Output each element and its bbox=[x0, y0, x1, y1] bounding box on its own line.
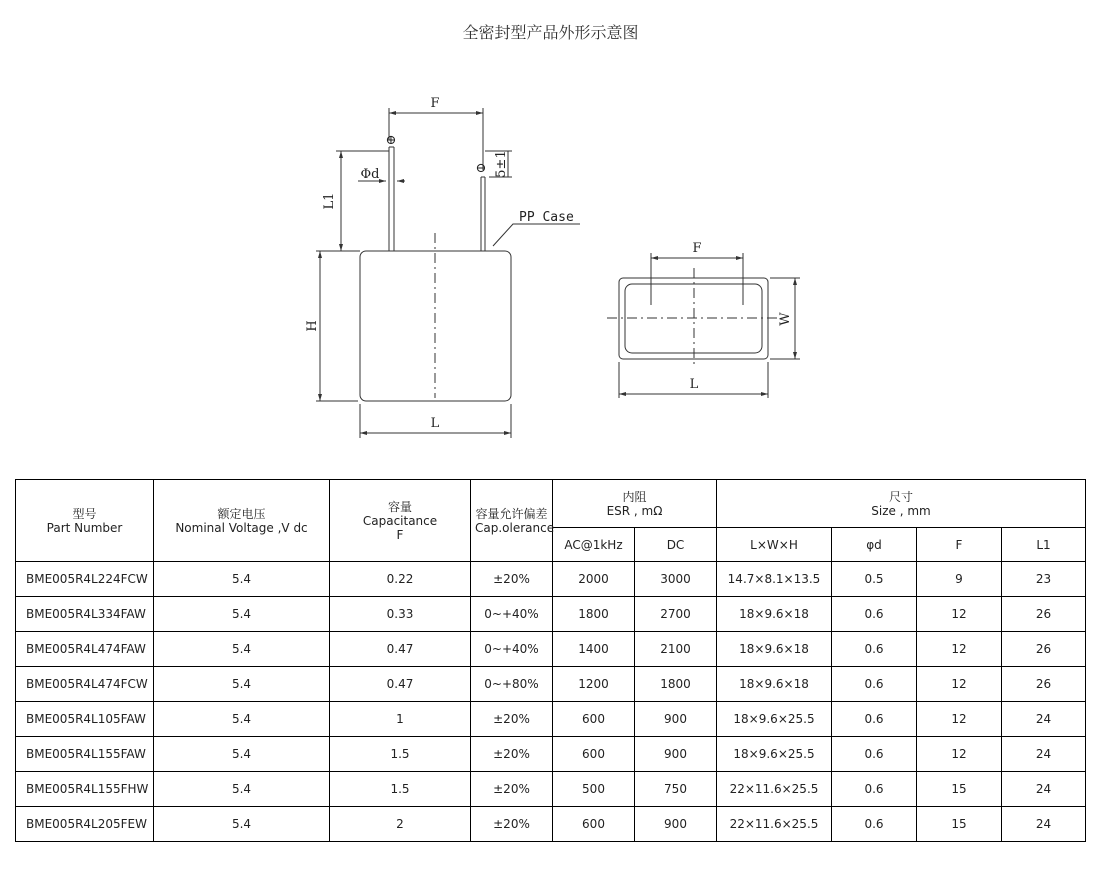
cell-f: 12 bbox=[917, 632, 1002, 667]
cell-part-number: BME005R4L474FAW bbox=[16, 632, 154, 667]
cell-l1: 23 bbox=[1002, 562, 1086, 597]
page-title: 全密封型产品外形示意图 bbox=[462, 23, 639, 42]
cell-tolerance: ±20% bbox=[471, 737, 553, 772]
dim-w-label: W bbox=[778, 312, 793, 326]
cell-capacitance: 2 bbox=[330, 807, 471, 842]
cell-capacitance: 0.47 bbox=[330, 632, 471, 667]
cell-part-number: BME005R4L205FEW bbox=[16, 807, 154, 842]
cell-f: 12 bbox=[917, 667, 1002, 702]
cell-part-number: BME005R4L334FAW bbox=[16, 597, 154, 632]
cell-esr-ac: 1200 bbox=[553, 667, 635, 702]
cell-l1: 26 bbox=[1002, 632, 1086, 667]
dim-phid-label: Φd bbox=[360, 167, 380, 182]
cell-esr-dc: 3000 bbox=[635, 562, 717, 597]
cell-f: 12 bbox=[917, 737, 1002, 772]
top-dim-f-label: F bbox=[692, 241, 702, 256]
cell-lwh: 18×9.6×18 bbox=[717, 597, 832, 632]
dim-l1-label: L1 bbox=[322, 192, 337, 210]
table-row bbox=[16, 737, 1086, 772]
cell-capacitance: 1 bbox=[330, 702, 471, 737]
dim-h-label: H bbox=[305, 320, 320, 332]
table-row bbox=[16, 597, 1086, 632]
cell-f: 15 bbox=[917, 772, 1002, 807]
cell-lwh: 18×9.6×18 bbox=[717, 632, 832, 667]
cell-f: 9 bbox=[917, 562, 1002, 597]
cell-part-number: BME005R4L224FCW bbox=[16, 562, 154, 597]
cell-voltage: 5.4 bbox=[154, 737, 330, 772]
cell-tolerance: ±20% bbox=[471, 772, 553, 807]
table-row bbox=[16, 667, 1086, 702]
cell-voltage: 5.4 bbox=[154, 807, 330, 842]
top-dim-l-label: L bbox=[689, 377, 699, 392]
cell-f: 12 bbox=[917, 702, 1002, 737]
cell-l1: 24 bbox=[1002, 772, 1086, 807]
cell-esr-dc: 750 bbox=[635, 772, 717, 807]
spec-table bbox=[15, 479, 1086, 842]
cell-voltage: 5.4 bbox=[154, 562, 330, 597]
cell-lwh: 22×11.6×25.5 bbox=[717, 807, 832, 842]
cell-tolerance: ±20% bbox=[471, 702, 553, 737]
dim-l-label: L bbox=[430, 416, 440, 431]
cell-tolerance: 0~+80% bbox=[471, 667, 553, 702]
cell-l1: 24 bbox=[1002, 702, 1086, 737]
header-phid: φd bbox=[832, 528, 917, 562]
header-part-number: 型号 Part Number bbox=[16, 480, 154, 562]
cell-voltage: 5.4 bbox=[154, 772, 330, 807]
cell-esr-ac: 1800 bbox=[553, 597, 635, 632]
header-f: F bbox=[917, 528, 1002, 562]
cell-tolerance: ±20% bbox=[471, 807, 553, 842]
cell-part-number: BME005R4L105FAW bbox=[16, 702, 154, 737]
plus-terminal-icon: ⊕ bbox=[385, 133, 397, 148]
cell-esr-dc: 2700 bbox=[635, 597, 717, 632]
cell-esr-ac: 600 bbox=[553, 737, 635, 772]
cell-l1: 24 bbox=[1002, 737, 1086, 772]
header-l1: L1 bbox=[1002, 528, 1086, 562]
cell-lwh: 18×9.6×25.5 bbox=[717, 702, 832, 737]
cell-f: 12 bbox=[917, 597, 1002, 632]
cell-voltage: 5.4 bbox=[154, 702, 330, 737]
cell-voltage: 5.4 bbox=[154, 667, 330, 702]
cell-part-number: BME005R4L155FAW bbox=[16, 737, 154, 772]
table-row bbox=[16, 772, 1086, 807]
cell-l1: 26 bbox=[1002, 667, 1086, 702]
cell-esr-ac: 500 bbox=[553, 772, 635, 807]
header-esr-dc: DC bbox=[635, 528, 717, 562]
cell-part-number: BME005R4L155FHW bbox=[16, 772, 154, 807]
cell-esr-dc: 2100 bbox=[635, 632, 717, 667]
header-voltage: 额定电压 Nominal Voltage ,V dc bbox=[154, 480, 330, 562]
header-esr: 内阻 ESR , mΩ bbox=[553, 480, 717, 528]
cell-capacitance: 0.47 bbox=[330, 667, 471, 702]
cell-phid: 0.5 bbox=[832, 562, 917, 597]
header-esr-ac: AC@1kHz bbox=[553, 528, 635, 562]
cell-phid: 0.6 bbox=[832, 772, 917, 807]
cell-voltage: 5.4 bbox=[154, 632, 330, 667]
table-row bbox=[16, 702, 1086, 737]
cell-tolerance: ±20% bbox=[471, 562, 553, 597]
cell-lwh: 18×9.6×18 bbox=[717, 667, 832, 702]
cell-phid: 0.6 bbox=[832, 632, 917, 667]
header-capacitance: 容量 Capacitance F bbox=[330, 480, 471, 562]
cell-esr-ac: 600 bbox=[553, 702, 635, 737]
cell-phid: 0.6 bbox=[832, 737, 917, 772]
header-lwh: L×W×H bbox=[717, 528, 832, 562]
minus-terminal-icon: ⊖ bbox=[475, 161, 487, 176]
cell-esr-ac: 600 bbox=[553, 807, 635, 842]
cell-phid: 0.6 bbox=[832, 597, 917, 632]
header-tolerance: 容量允许偏差 Cap.olerance bbox=[471, 480, 553, 562]
cell-phid: 0.6 bbox=[832, 702, 917, 737]
cell-lwh: 22×11.6×25.5 bbox=[717, 772, 832, 807]
header-size: 尺寸 Size , mm bbox=[717, 480, 1086, 528]
cell-esr-dc: 900 bbox=[635, 807, 717, 842]
pp-case-label: PP Case bbox=[519, 210, 574, 225]
cell-phid: 0.6 bbox=[832, 667, 917, 702]
cell-capacitance: 0.22 bbox=[330, 562, 471, 597]
cell-capacitance: 1.5 bbox=[330, 737, 471, 772]
cell-l1: 26 bbox=[1002, 597, 1086, 632]
cell-part-number: BME005R4L474FCW bbox=[16, 667, 154, 702]
cell-f: 15 bbox=[917, 807, 1002, 842]
cell-tolerance: 0~+40% bbox=[471, 597, 553, 632]
cell-esr-dc: 1800 bbox=[635, 667, 717, 702]
cell-esr-dc: 900 bbox=[635, 737, 717, 772]
dim-tolerance-label: 5±1 bbox=[494, 150, 509, 178]
cell-esr-ac: 2000 bbox=[553, 562, 635, 597]
table-row bbox=[16, 562, 1086, 597]
cell-voltage: 5.4 bbox=[154, 597, 330, 632]
cell-lwh: 18×9.6×25.5 bbox=[717, 737, 832, 772]
cell-l1: 24 bbox=[1002, 807, 1086, 842]
cell-capacitance: 0.33 bbox=[330, 597, 471, 632]
cell-esr-dc: 900 bbox=[635, 702, 717, 737]
table-row bbox=[16, 632, 1086, 667]
table-row bbox=[16, 807, 1086, 842]
cell-esr-ac: 1400 bbox=[553, 632, 635, 667]
cell-tolerance: 0~+40% bbox=[471, 632, 553, 667]
dim-f-label: F bbox=[430, 96, 440, 111]
cell-capacitance: 1.5 bbox=[330, 772, 471, 807]
cell-phid: 0.6 bbox=[832, 807, 917, 842]
cell-lwh: 14.7×8.1×13.5 bbox=[717, 562, 832, 597]
